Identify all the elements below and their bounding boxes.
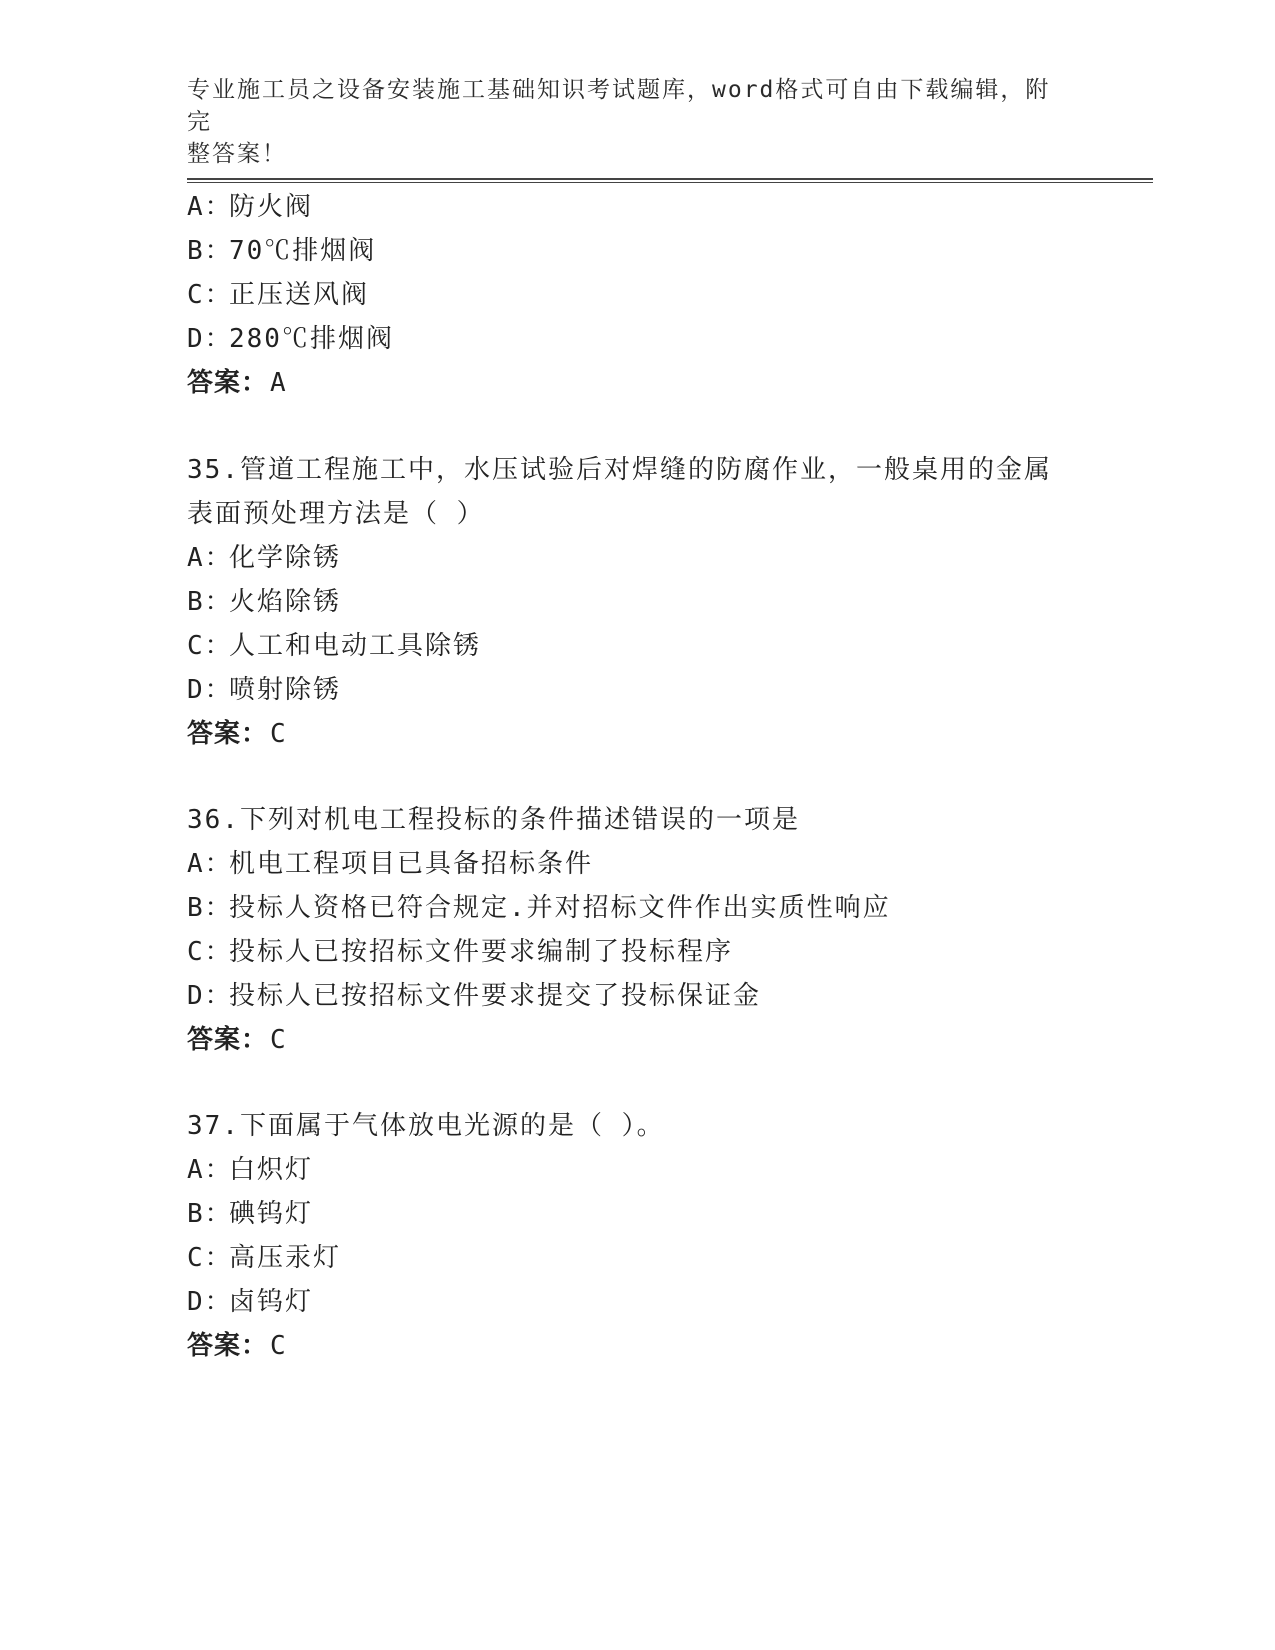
q35-answer [187,719,287,749]
q35-option-a [187,543,341,573]
option-key: B： [187,236,233,266]
option-text: 喷射除锈 [229,675,342,705]
answer-value: A [270,368,287,398]
q35-option-b [187,587,341,617]
option-key: A： [187,1155,233,1185]
option-text: 碘钨灯 [229,1199,314,1229]
option-text: 正压送风阀 [229,280,370,310]
header-divider-thin [187,182,1153,183]
answer-label: 答案： [187,719,269,749]
option-key: B： [187,1199,233,1229]
option-key: D： [187,1287,233,1317]
option-text: 高压汞灯 [229,1243,342,1273]
option-text: 投标人资格已符合规定.并对招标文件作出实质性响应 [229,893,891,923]
option-key: A： [187,849,233,879]
answer-value: C [270,719,287,749]
answer-value: C [270,1331,287,1361]
option-text: 投标人已按招标文件要求编制了投标程序 [229,937,734,967]
q36-option-d [187,981,761,1011]
q37-stem-line-1: 37.下面属于气体放电光源的是（ ）。 [187,1111,665,1141]
option-key: D： [187,324,233,354]
option-key: D： [187,675,233,705]
q34-option-c [187,280,369,310]
option-text: 化学除锈 [229,543,342,573]
option-key: B： [187,893,233,923]
option-key: C： [187,280,233,310]
answer-label: 答案： [187,1025,269,1055]
option-key: C： [187,1243,233,1273]
q35-option-c [187,631,481,661]
option-key: D： [187,981,233,1011]
option-text: 白炽灯 [229,1155,314,1185]
option-text: 火焰除锈 [229,587,342,617]
option-key: B： [187,587,233,617]
option-text: 机电工程项目已具备招标条件 [229,849,594,879]
q35-stem-line-2: 表面预处理方法是（ ） [187,499,485,529]
q37-option-b [187,1199,313,1229]
answer-label: 答案： [187,368,269,398]
q34-option-d [187,324,394,354]
option-text: 防火阀 [229,192,314,222]
document-header [187,74,1067,170]
q37-answer [187,1331,287,1361]
answer-value: C [270,1025,287,1055]
option-text: 280℃排烟阀 [229,324,394,354]
q37-option-a [187,1155,313,1185]
option-key: A： [187,543,233,573]
q37-option-c [187,1243,341,1273]
q37-option-d [187,1287,313,1317]
q35-stem-line-1: 35.管道工程施工中，水压试验后对焊缝的防腐作业，一般桌用的金属 [187,455,1052,485]
q36-option-a [187,849,593,879]
q35-option-d [187,675,341,705]
q34-option-a [187,192,313,222]
header-divider [187,178,1153,180]
header-title-line-2: 整答案！ [187,141,287,167]
option-text: 投标人已按招标文件要求提交了投标保证金 [229,981,762,1011]
option-text: 70℃排烟阀 [229,236,377,266]
option-key: C： [187,631,233,661]
q34-answer [187,368,287,398]
q36-stem-line-1: 36.下列对机电工程投标的条件描述错误的一项是 [187,805,800,835]
option-key: C： [187,937,233,967]
header-title-line-1: 专业施工员之设备安装施工基础知识考试题库，word格式可自由下载编辑，附完 [187,77,1051,135]
q36-option-b [187,893,891,923]
option-text: 卤钨灯 [229,1287,314,1317]
answer-label: 答案： [187,1331,269,1361]
option-key: A： [187,192,233,222]
q36-answer [187,1025,287,1055]
option-text: 人工和电动工具除锈 [229,631,482,661]
q34-option-b [187,236,376,266]
q36-option-c [187,937,733,967]
